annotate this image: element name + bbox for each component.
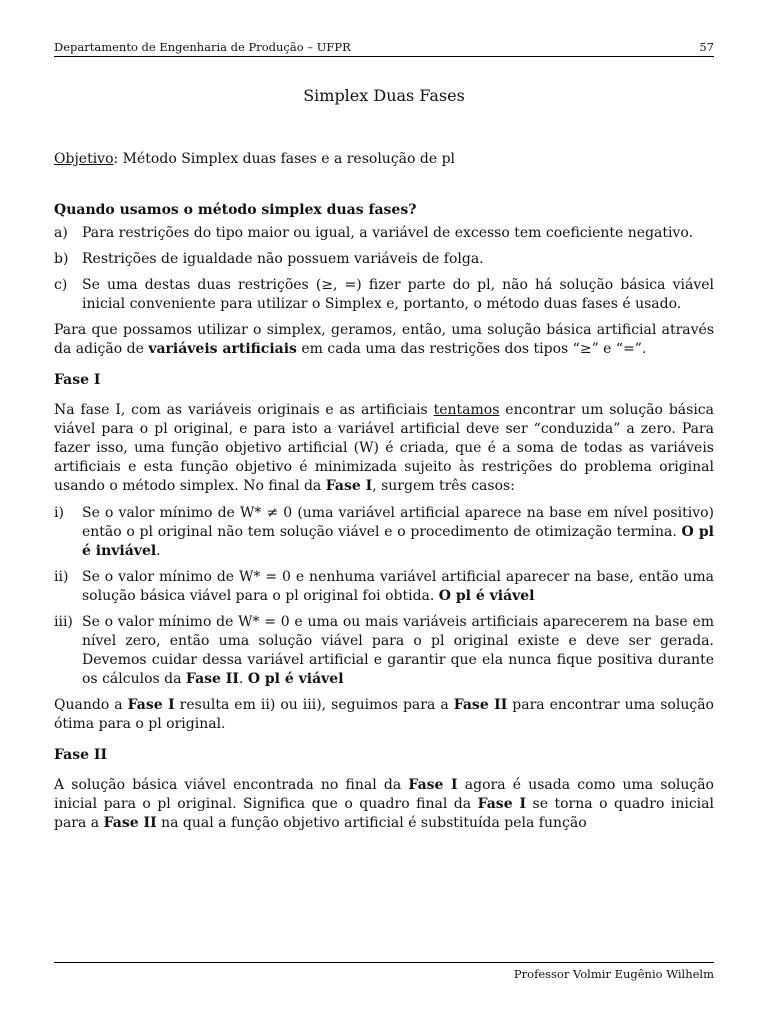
question-heading <box>54 201 714 220</box>
list-text <box>82 568 714 606</box>
paragraph-fase-1 <box>54 401 714 496</box>
text-run: encontrar um solução básica viável para o pl original, e para isto a variável artificial deve ser “conduzida” a zero. Para fazer isso, uma função objetivo artificial (W) é criada, que é a soma de todas as variáveis artificiais e esta função objetivo é minimizada sujeito às restrições do problema original usando o método simplex. No final da <box>54 402 714 494</box>
objective-label: Objetivo <box>54 151 114 167</box>
list-item <box>54 568 714 606</box>
list-text <box>82 613 714 689</box>
list-marker: iii) <box>54 614 73 630</box>
list-item <box>54 276 714 314</box>
bold-run: Fase II <box>185 671 239 687</box>
text-run: agora é usada como uma solução inicial para o pl original. Significa que o quadro final da <box>54 777 714 812</box>
text-run: se torna o quadro inicial para a <box>54 796 714 831</box>
page-number: 57 <box>699 40 714 54</box>
text-run: . <box>156 543 161 559</box>
bold-run: O pl é viável <box>247 671 344 687</box>
text-run: resulta em ii) ou iii), seguimos para a <box>174 697 454 713</box>
text-run: Se o valor mínimo de W* = 0 e uma ou mais variáveis artificiais aparecerem na base em nível zero, então uma solução viável para o pl original existe e deve ser gerada. Devemos cuidar dessa variável artificial e garantir que ela nunca fique positiva durante os cálculos da <box>82 614 714 687</box>
list-item <box>54 504 714 561</box>
page-header <box>54 40 714 57</box>
list-marker: b) <box>54 251 69 267</box>
text-run: A solução básica viável encontrada no final da <box>54 777 409 793</box>
text-run: na qual a função objetivo artificial é substituída pela função <box>156 815 587 831</box>
bold-run: variáveis artificiais <box>148 341 297 357</box>
header-department: Departamento de Engenharia de Produção – UFPR <box>54 40 351 54</box>
objective-text: : Método Simplex duas fases e a resolução de pl <box>113 151 456 167</box>
section-heading-fase-1: Fase I <box>54 372 101 388</box>
paragraph-transition <box>54 696 714 734</box>
text-run: , surgem três casos: <box>372 478 515 494</box>
list-text: Se uma destas duas restrições (≥, =) fizer parte do pl, não há solução básica viável inicial conveniente para utilizar o Simplex e, portanto, o método duas fases é usado. <box>82 277 714 312</box>
bold-run: Fase I <box>477 796 527 812</box>
bold-run: Fase II <box>453 697 508 713</box>
bold-run: Fase I <box>127 697 175 713</box>
paragraph-fase-2 <box>54 776 714 833</box>
section-heading-fase-2: Fase II <box>54 747 108 763</box>
question-text: Quando usamos o método simplex duas fases? <box>54 202 417 218</box>
list-text: Restrições de igualdade não possuem variáveis de folga. <box>82 251 484 267</box>
text-run: Para que possamos utilizar o simplex, geramos, então, uma solução básica artificial através da adição de <box>54 322 714 357</box>
document-body <box>54 150 714 841</box>
objective-line <box>54 150 714 169</box>
list-item <box>54 250 714 269</box>
list-item <box>54 613 714 689</box>
list-text <box>82 504 714 561</box>
list-marker: i) <box>54 505 64 521</box>
page-title: Simplex Duas Fases <box>303 86 465 105</box>
text-run: para encontrar uma solução ótima para o pl original. <box>54 697 714 732</box>
list-marker: ii) <box>54 569 69 585</box>
page-footer: Professor Volmir Eugênio Wilhelm <box>54 962 714 981</box>
text-run: Quando a <box>54 697 128 713</box>
paragraph-artificial-variables <box>54 321 714 359</box>
bold-run: O pl é viável <box>438 588 535 604</box>
list-marker: a) <box>54 225 68 241</box>
text-run: Se o valor mínimo de W* ≠ 0 (uma variável artificial aparece na base em nível positivo) então o pl original não tem solução viável e o procedimento de otimização termina. <box>82 505 714 540</box>
underlined-run: tentamos <box>433 402 500 418</box>
text-run: . <box>238 671 248 687</box>
bold-run: Fase II <box>103 815 157 831</box>
bold-run: O pl é inviável <box>82 524 714 559</box>
list-marker: c) <box>54 277 68 293</box>
list-text: Para restrições do tipo maior ou igual, a variável de excesso tem coeficiente negativo. <box>82 225 694 241</box>
bold-run: Fase I <box>325 478 373 494</box>
text-run: Se o valor mínimo de W* = 0 e nenhuma variável artificial aparecer na base, então uma solução básica viável para o pl original foi obtida. <box>82 569 714 604</box>
bold-run: Fase I <box>408 777 458 793</box>
text-run: em cada uma das restrições dos tipos “≥” e “=”. <box>296 341 647 357</box>
text-run: Na fase I, com as variáveis originais e as artificiais <box>54 402 434 418</box>
list-item <box>54 224 714 243</box>
